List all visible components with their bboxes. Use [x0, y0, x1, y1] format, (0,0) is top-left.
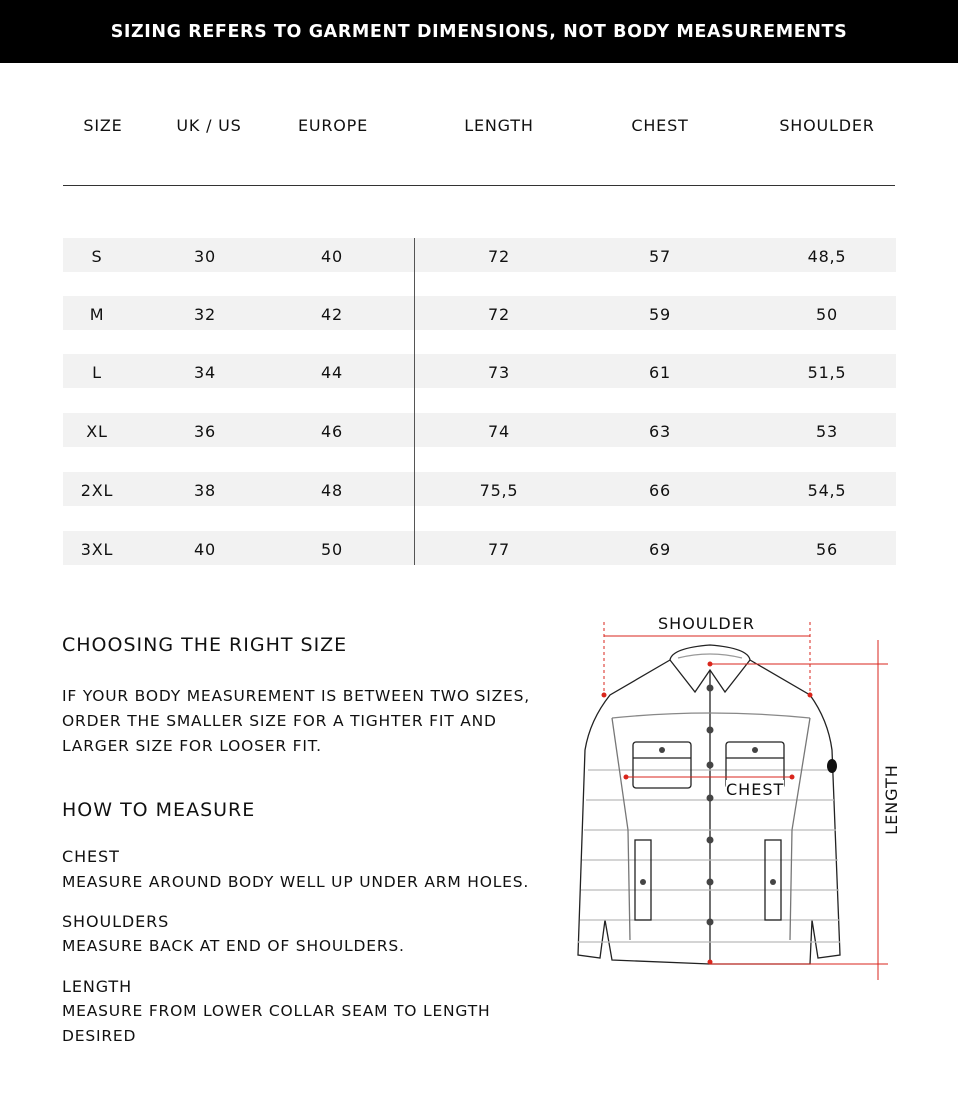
cell-size: S: [91, 247, 103, 266]
table-row: [63, 413, 896, 447]
table-row: [63, 531, 896, 565]
cell-length: 73: [488, 363, 510, 382]
choosing-line: ORDER THE SMALLER SIZE FOR A TIGHTER FIT AND: [62, 712, 497, 730]
diagram-chest-label: CHEST: [726, 780, 785, 799]
header-divider: [63, 185, 895, 186]
cell-uk-us: 38: [194, 481, 216, 500]
cell-uk-us: 36: [194, 422, 216, 441]
cell-uk-us: 34: [194, 363, 216, 382]
header-chest: CHEST: [631, 116, 689, 135]
cell-shoulder: 50: [816, 305, 838, 324]
diagram-shoulder-label: SHOULDER: [658, 614, 755, 633]
cell-shoulder: 48,5: [807, 247, 847, 266]
cell-chest: 66: [649, 481, 671, 500]
cell-europe: 40: [321, 247, 343, 266]
choosing-line: IF YOUR BODY MEASUREMENT IS BETWEEN TWO SIZES,: [62, 687, 530, 705]
cell-size: L: [92, 363, 102, 382]
cell-shoulder: 54,5: [807, 481, 847, 500]
cell-shoulder: 53: [816, 422, 838, 441]
cell-europe: 50: [321, 540, 343, 559]
choosing-title: CHOOSING THE RIGHT SIZE: [62, 634, 348, 656]
cell-uk-us: 40: [194, 540, 216, 559]
cell-chest: 59: [649, 305, 671, 324]
column-divider: [414, 238, 415, 565]
cell-chest: 57: [649, 247, 671, 266]
header-length: LENGTH: [464, 116, 534, 135]
cell-length: 72: [488, 305, 510, 324]
cell-length: 77: [488, 540, 510, 559]
cell-europe: 42: [321, 305, 343, 324]
cell-shoulder: 51,5: [807, 363, 847, 382]
table-row: [63, 354, 896, 388]
cell-size: 2XL: [80, 481, 114, 500]
diagram-length-label: LENGTH: [881, 764, 901, 835]
header-uk-us: UK / US: [176, 116, 242, 135]
cell-chest: 69: [649, 540, 671, 559]
header-shoulder: SHOULDER: [779, 116, 875, 135]
cell-europe: 44: [321, 363, 343, 382]
cell-size: 3XL: [80, 540, 114, 559]
cell-uk-us: 30: [194, 247, 216, 266]
cell-length: 72: [488, 247, 510, 266]
length-label: LENGTH: [62, 977, 133, 996]
shoulders-label: SHOULDERS: [62, 912, 170, 931]
banner: SIZING REFERS TO GARMENT DIMENSIONS, NOT BODY MEASUREMENTS: [0, 0, 958, 63]
jacket-measurement-diagram: [560, 600, 940, 1000]
cell-chest: 63: [649, 422, 671, 441]
cell-size: M: [89, 305, 105, 324]
length-instruction: MEASURE FROM LOWER COLLAR SEAM TO LENGTH: [62, 1002, 491, 1020]
header-size: SIZE: [83, 116, 123, 135]
choosing-line: LARGER SIZE FOR LOOSER FIT.: [62, 737, 322, 755]
table-row: [63, 296, 896, 330]
how-to-measure-title: HOW TO MEASURE: [62, 799, 256, 821]
table-row: [63, 238, 896, 272]
cell-uk-us: 32: [194, 305, 216, 324]
chest-instruction: MEASURE AROUND BODY WELL UP UNDER ARM HOLES.: [62, 873, 530, 891]
cell-shoulder: 56: [816, 540, 838, 559]
header-europe: EUROPE: [297, 116, 369, 135]
cell-europe: 46: [321, 422, 343, 441]
cell-europe: 48: [321, 481, 343, 500]
length-instruction: DESIRED: [62, 1027, 137, 1045]
shoulders-instruction: MEASURE BACK AT END OF SHOULDERS.: [62, 937, 405, 955]
cell-size: XL: [86, 422, 108, 441]
cell-length: 75,5: [479, 481, 519, 500]
table-row: [63, 472, 896, 506]
cell-chest: 61: [649, 363, 671, 382]
cell-length: 74: [488, 422, 510, 441]
chest-label: CHEST: [62, 847, 120, 866]
